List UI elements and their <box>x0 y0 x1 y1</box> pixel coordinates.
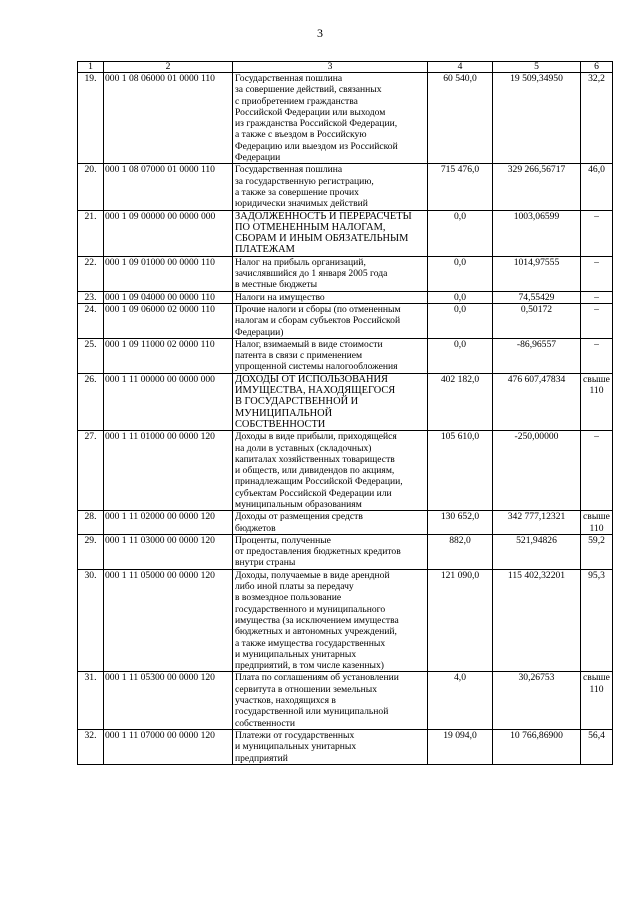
execution-percent-cell: – <box>581 338 613 373</box>
revenue-name-cell: Плата по соглашениям об установлении сервитута в отношении земельных участков, находящихся в государственной или муниципальной собственности <box>233 672 428 729</box>
planned-amount-cell: 0,0 <box>428 256 493 291</box>
planned-amount-cell: 0,0 <box>428 210 493 256</box>
executed-amount-cell: 10 766,86900 <box>493 729 581 764</box>
table-row <box>78 291 613 303</box>
budget-code-cell: 000 1 11 02000 00 0000 120 <box>104 511 233 535</box>
column-header: 6 <box>581 62 613 73</box>
executed-amount-cell: 329 266,56717 <box>493 164 581 210</box>
execution-percent-cell: 56,4 <box>581 729 613 764</box>
revenue-name-cell: Доходы в виде прибыли, приходящейся на доли в уставных (складочных) капиталах хозяйственных товариществ и обществ, или дивидендов по акциям, принадлежащим Российской Федерации, субъектам Российской Федерации или муниципальным образованиям <box>233 431 428 511</box>
budget-code-cell: 000 1 11 05000 00 0000 120 <box>104 569 233 672</box>
planned-amount-cell: 105 610,0 <box>428 431 493 511</box>
budget-code-cell: 000 1 09 06000 02 0000 110 <box>104 303 233 338</box>
planned-amount-cell: 0,0 <box>428 338 493 373</box>
budget-code-cell: 000 1 08 07000 01 0000 110 <box>104 164 233 210</box>
revenue-name-cell: ЗАДОЛЖЕННОСТЬ И ПЕРЕРАСЧЕТЫ ПО ОТМЕНЕННЫМ НАЛОГАМ, СБОРАМ И ИНЫМ ОБЯЗАТЕЛЬНЫМ ПЛАТЕЖАМ <box>233 210 428 256</box>
column-header: 3 <box>233 62 428 73</box>
row-number-cell: 19. <box>78 73 104 164</box>
table-body <box>78 73 613 765</box>
revenue-name-cell: Доходы от размещения средств бюджетов <box>233 511 428 535</box>
row-number-cell: 29. <box>78 534 104 569</box>
budget-code-cell: 000 1 11 01000 00 0000 120 <box>104 431 233 511</box>
row-number-cell: 26. <box>78 373 104 430</box>
executed-amount-cell: 0,50172 <box>493 303 581 338</box>
planned-amount-cell: 60 540,0 <box>428 73 493 164</box>
budget-code-cell: 000 1 11 07000 00 0000 120 <box>104 729 233 764</box>
executed-amount-cell: 521,94826 <box>493 534 581 569</box>
planned-amount-cell: 19 094,0 <box>428 729 493 764</box>
column-header: 1 <box>78 62 104 73</box>
executed-amount-cell: 74,55429 <box>493 291 581 303</box>
planned-amount-cell: 121 090,0 <box>428 569 493 672</box>
revenue-name-cell: Проценты, полученные от предоставления бюджетных кредитов внутри страны <box>233 534 428 569</box>
budget-code-cell: 000 1 09 00000 00 0000 000 <box>104 210 233 256</box>
revenue-table <box>77 61 613 765</box>
revenue-name-cell: ДОХОДЫ ОТ ИСПОЛЬЗОВАНИЯ ИМУЩЕСТВА, НАХОДЯЩЕГОСЯ В ГОСУДАРСТВЕННОЙ И МУНИЦИПАЛЬНОЙ СОБСТВЕННОСТИ <box>233 373 428 430</box>
row-number-cell: 23. <box>78 291 104 303</box>
planned-amount-cell: 0,0 <box>428 291 493 303</box>
table-row <box>78 256 613 291</box>
revenue-name-cell: Платежи от государственных и муниципальных унитарных предприятий <box>233 729 428 764</box>
table-row <box>78 164 613 210</box>
planned-amount-cell: 0,0 <box>428 303 493 338</box>
row-number-cell: 21. <box>78 210 104 256</box>
execution-percent-cell: 95,3 <box>581 569 613 672</box>
row-number-cell: 25. <box>78 338 104 373</box>
budget-code-cell: 000 1 09 04000 00 0000 110 <box>104 291 233 303</box>
execution-percent-cell: – <box>581 291 613 303</box>
row-number-cell: 20. <box>78 164 104 210</box>
table-row <box>78 729 613 764</box>
planned-amount-cell: 4,0 <box>428 672 493 729</box>
budget-code-cell: 000 1 11 00000 00 0000 000 <box>104 373 233 430</box>
executed-amount-cell: 476 607,47834 <box>493 373 581 430</box>
row-number-cell: 30. <box>78 569 104 672</box>
row-number-cell: 31. <box>78 672 104 729</box>
planned-amount-cell: 715 476,0 <box>428 164 493 210</box>
table-row <box>78 73 613 164</box>
executed-amount-cell: -250,00000 <box>493 431 581 511</box>
planned-amount-cell: 882,0 <box>428 534 493 569</box>
execution-percent-cell: – <box>581 431 613 511</box>
execution-percent-cell: 46,0 <box>581 164 613 210</box>
executed-amount-cell: 30,26753 <box>493 672 581 729</box>
table-row <box>78 672 613 729</box>
budget-code-cell: 000 1 09 01000 00 0000 110 <box>104 256 233 291</box>
revenue-name-cell: Налоги на имущество <box>233 291 428 303</box>
revenue-name-cell: Налог на прибыль организаций, зачислявшийся до 1 января 2005 года в местные бюджеты <box>233 256 428 291</box>
table-row <box>78 210 613 256</box>
column-header: 5 <box>493 62 581 73</box>
executed-amount-cell: 1003,06599 <box>493 210 581 256</box>
row-number-cell: 27. <box>78 431 104 511</box>
row-number-cell: 32. <box>78 729 104 764</box>
table-row <box>78 373 613 430</box>
planned-amount-cell: 130 652,0 <box>428 511 493 535</box>
row-number-cell: 28. <box>78 511 104 535</box>
revenue-name-cell: Доходы, получаемые в виде арендной либо иной платы за передачу в возмездное пользование государственного и муниципального имущества (за исключением имущества бюджетных и автономных учреждений, а также имущества государственных и муниципальных унитарных предприятий, в том числе казенных) <box>233 569 428 672</box>
table-row <box>78 431 613 511</box>
table-row <box>78 511 613 535</box>
row-number-cell: 24. <box>78 303 104 338</box>
execution-percent-cell: свыше 110 <box>581 672 613 729</box>
budget-code-cell: 000 1 08 06000 01 0000 110 <box>104 73 233 164</box>
executed-amount-cell: 342 777,12321 <box>493 511 581 535</box>
revenue-name-cell: Прочие налоги и сборы (по отмененным налогам и сборам субъектов Российской Федерации) <box>233 303 428 338</box>
planned-amount-cell: 402 182,0 <box>428 373 493 430</box>
budget-code-cell: 000 1 09 11000 02 0000 110 <box>104 338 233 373</box>
executed-amount-cell: 115 402,32201 <box>493 569 581 672</box>
table-row <box>78 338 613 373</box>
executed-amount-cell: 1014,97555 <box>493 256 581 291</box>
table-row <box>78 569 613 672</box>
execution-percent-cell: свыше 110 <box>581 511 613 535</box>
execution-percent-cell: – <box>581 303 613 338</box>
execution-percent-cell: – <box>581 256 613 291</box>
column-header: 4 <box>428 62 493 73</box>
revenue-name-cell: Государственная пошлина за государственную регистрацию, а также за совершение прочих юридически значимых действий <box>233 164 428 210</box>
executed-amount-cell: 19 509,34950 <box>493 73 581 164</box>
execution-percent-cell: 32,2 <box>581 73 613 164</box>
budget-code-cell: 000 1 11 05300 00 0000 120 <box>104 672 233 729</box>
revenue-name-cell: Налог, взимаемый в виде стоимости патента в связи с применением упрощенной системы налогообложения <box>233 338 428 373</box>
column-header: 2 <box>104 62 233 73</box>
executed-amount-cell: -86,96557 <box>493 338 581 373</box>
table-row <box>78 534 613 569</box>
table-header-row <box>78 62 613 73</box>
budget-code-cell: 000 1 11 03000 00 0000 120 <box>104 534 233 569</box>
execution-percent-cell: свыше 110 <box>581 373 613 430</box>
revenue-name-cell: Государственная пошлина за совершение действий, связанных с приобретением гражданства Российской Федерации или выходом из гражданства Российской Федерации, а также с въездом в Российскую Федерацию или выездом из Российской Федерации <box>233 73 428 164</box>
execution-percent-cell: 59,2 <box>581 534 613 569</box>
execution-percent-cell: – <box>581 210 613 256</box>
table-row <box>78 303 613 338</box>
row-number-cell: 22. <box>78 256 104 291</box>
page-number: 3 <box>317 26 323 40</box>
